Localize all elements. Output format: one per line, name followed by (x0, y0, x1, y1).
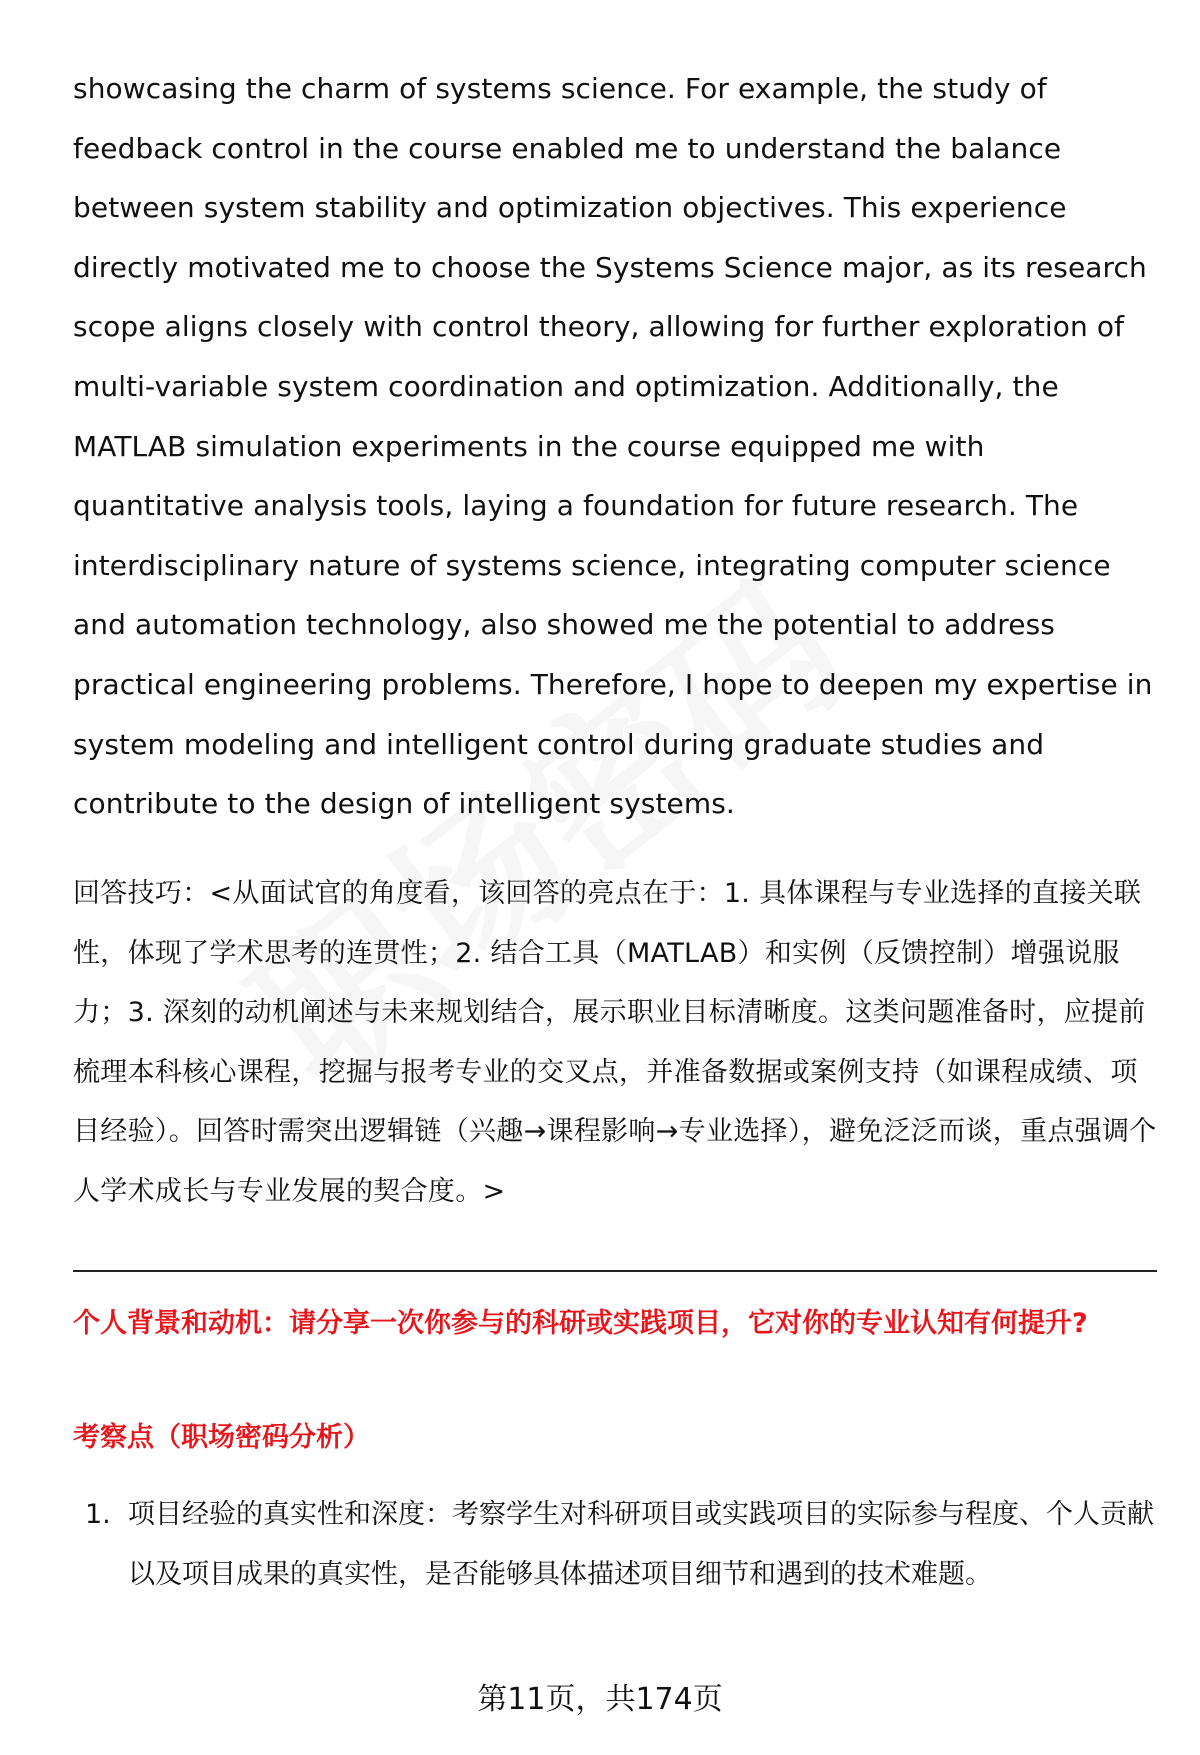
answer-tip: 回答技巧：<从面试官的角度看，该回答的亮点在于：1. 具体课程与专业选择的直接关联性，体现了学术思考的连贯性；2. 结合工具（MATLAB）和实例（反馈控制）增强说服力；3. 深刻的动机阐述与未来规划结合，展示职业目标清晰度。这类问题准备时，应提前梳理本科核心课程，挖掘与报考专业的交叉点，并准备数据或案例支持（如课程成绩、项目经验）。回答时需突出逻辑链（兴趣→课程影响→专业选择），避免泛泛而谈，重点强调个人学术成长与专业发展的契合度。> (73, 878, 1157, 1207)
answer-paragraph: showcasing the charm of systems science. For example, the study of feedback control in the course enabled me to understand the balance between system stability and optimization objectives. This experience directly motivated me to choose the Systems Science major, as its research scope aligns closely with control theory, allowing for further exploration of multi-variable system coordination and optimization. Additionally, the MATLAB simulation experiments in the course equipped me with quantitative analysis tools, laying a foundation for future research. The interdisciplinary nature of systems science, integrating computer science and automation technology, also showed me the potential to address practical engineering problems. Therefore, I hope to deepen my expertise in system modeling and intelligent control during graduate studies and contribute to the design of intelligent systems. (73, 72, 1153, 821)
list-text: 项目经验的真实性和深度：考察学生对科研项目或实践项目的实际参与程度、个人贡献以及项目成果的真实性，是否能够具体描述项目细节和遇到的技术难题。 (128, 1499, 1154, 1590)
page-number: 第11页，共174页 (477, 1682, 723, 1717)
key-points-heading: 考察点（职场密码分析） (73, 1422, 370, 1453)
divider (73, 1270, 1157, 1272)
list-item (85, 1485, 1160, 1604)
list-number: 1. (85, 1499, 111, 1530)
question-heading: 个人背景和动机：请分享一次你参与的科研或实践项目，它对你的专业认知有何提升? (73, 1308, 1088, 1339)
